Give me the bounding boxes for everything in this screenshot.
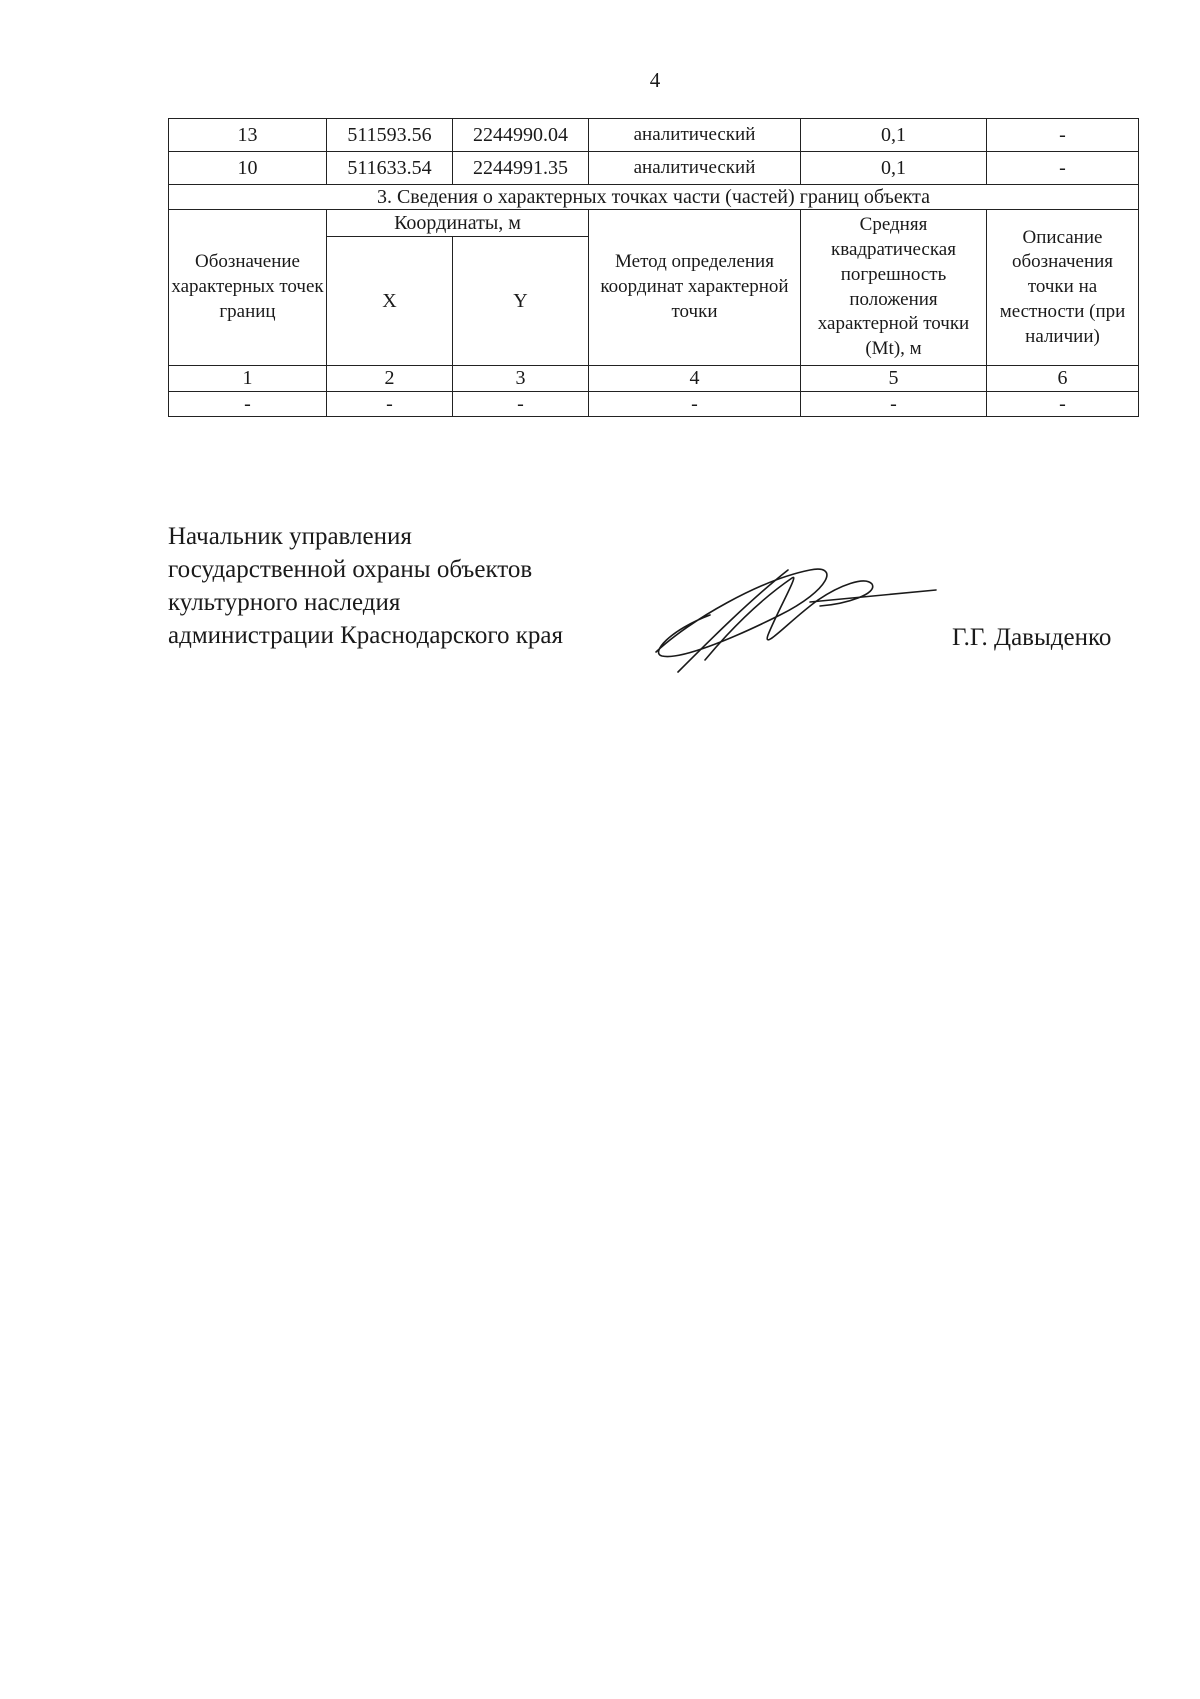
description-header: Описание обозначения точки на местности (при наличии)	[987, 210, 1139, 366]
page-number: 4	[649, 68, 661, 92]
method-cell: аналитический	[589, 152, 801, 185]
table-row	[169, 119, 1139, 152]
column-number: 2	[327, 366, 453, 392]
x-coordinate-cell: 511633.54	[327, 152, 453, 185]
handwritten-signature	[650, 560, 950, 680]
signer-position-line: Начальник управления	[168, 523, 412, 550]
description-cell: -	[987, 119, 1139, 152]
x-coordinate-cell: 511593.56	[327, 119, 453, 152]
point-number-cell: 13	[169, 119, 327, 152]
designation-header: Обозначение характерных точек границ	[169, 210, 327, 366]
section-title-row	[169, 185, 1139, 210]
column-number: 4	[589, 366, 801, 392]
empty-cell: -	[453, 392, 589, 417]
table-row	[169, 152, 1139, 185]
boundary-points-table	[168, 118, 1139, 417]
y-coordinate-cell: 2244991.35	[453, 152, 589, 185]
column-number: 5	[801, 366, 987, 392]
column-number: 6	[987, 366, 1139, 392]
empty-cell: -	[169, 392, 327, 417]
method-header: Метод определения координат характерной точки	[589, 210, 801, 366]
signer-position-line: администрации Краснодарского края	[168, 622, 564, 649]
column-numbers-row	[169, 366, 1139, 392]
column-number: 1	[169, 366, 327, 392]
method-cell: аналитический	[589, 119, 801, 152]
y-header: Y	[453, 237, 589, 366]
coordinates-header: Координаты, м	[327, 210, 589, 237]
column-number: 3	[453, 366, 589, 392]
signer-position-line: культурного наследия	[168, 589, 401, 616]
table-row	[169, 392, 1139, 417]
point-number-cell: 10	[169, 152, 327, 185]
empty-cell: -	[987, 392, 1139, 417]
accuracy-cell: 0,1	[801, 152, 987, 185]
empty-cell: -	[589, 392, 801, 417]
empty-cell: -	[327, 392, 453, 417]
empty-cell: -	[801, 392, 987, 417]
header-row	[169, 210, 1139, 237]
accuracy-header: Средняя квадратическая погрешность положения характерной точки (Mt), м	[801, 210, 987, 366]
y-coordinate-cell: 2244990.04	[453, 119, 589, 152]
signer-position-line: государственной охраны объектов	[168, 556, 533, 583]
signer-position	[168, 520, 563, 652]
section-title: 3. Сведения о характерных точках части (частей) границ объекта	[169, 185, 1139, 210]
signer-name: Г.Г. Давыденко	[952, 624, 1112, 651]
accuracy-cell: 0,1	[801, 119, 987, 152]
x-header: X	[327, 237, 453, 366]
description-cell: -	[987, 152, 1139, 185]
